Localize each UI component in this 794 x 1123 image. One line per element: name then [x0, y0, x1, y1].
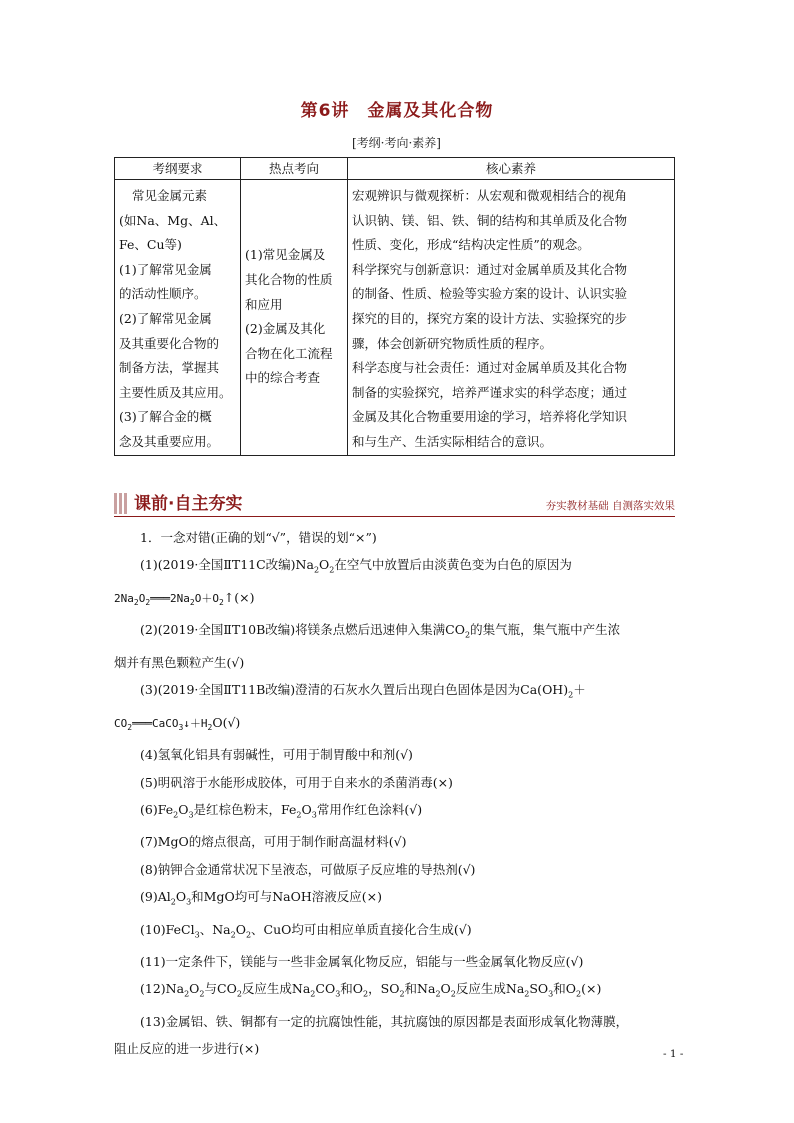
- text-run: ↑(×): [223, 589, 255, 605]
- subscript: 2: [145, 598, 151, 608]
- text-run: 和O: [553, 981, 577, 997]
- core-literacy-cell: [348, 180, 675, 456]
- text-run: O: [301, 801, 312, 817]
- text-run: O(√): [212, 714, 241, 730]
- text-run: 的集气瓶，集气瓶中产生浓: [470, 622, 621, 638]
- header-hot-topics: 热点考向: [241, 158, 348, 180]
- requirement-line: 制备方法，掌握其: [119, 360, 220, 376]
- exercise-item-8: (8)钠钾合金通常状况下呈液态，可做原子反应堆的导热剂(√): [140, 861, 476, 877]
- text-run: 反应生成Na: [241, 981, 311, 997]
- literacy-line: 和与生产、生活实际相结合的意识。: [352, 433, 553, 449]
- text-run: 和MgO均可与NaOH溶液反应(×): [191, 888, 382, 904]
- subscript: 2: [450, 989, 456, 999]
- header-syllabus-requirements: 考纲要求: [115, 158, 241, 180]
- requirement-line: 常见金属元素: [132, 188, 208, 203]
- subscript: 2: [313, 565, 320, 575]
- subscript: 2: [199, 989, 205, 999]
- exercise-intro: 1．一念对错(正确的划“√”，错误的划“×”): [140, 530, 377, 545]
- subscript: 2: [568, 690, 574, 700]
- literacy-line: 宏观辨识与微观探析：从宏观和微观相结合的视角: [352, 188, 628, 203]
- equation: [114, 716, 213, 733]
- literacy-line: 认识钠、镁、铝、铁、铜的结构和其单质及化合物: [352, 212, 628, 228]
- text-run: (6)Fe: [140, 801, 174, 817]
- requirement-line: 主要性质及其应用。: [119, 384, 232, 400]
- subscript: 2: [310, 989, 316, 999]
- text-run: 常用作红色涂料(√): [316, 801, 423, 817]
- literacy-line: 骤，体会创新研究物质性质的程序。: [352, 335, 553, 351]
- literacy-line: 性质、变化，形成“结构决定性质”的观念。: [352, 237, 590, 253]
- subscript: 2: [236, 989, 242, 999]
- topic-line: 和应用: [245, 296, 283, 312]
- hot-topics-cell: [241, 180, 348, 456]
- lesson-subtitle: [考纲·考向·素养]: [352, 136, 441, 150]
- exercise-item-13: (13)金属铝、铁、铜都有一定的抗腐蚀性能，其抗腐蚀的原因都是表面形成氧化物薄膜，: [140, 1014, 629, 1030]
- text-run: 2Na: [114, 591, 134, 605]
- subscript: 2: [363, 989, 369, 999]
- text-run: O: [189, 981, 200, 997]
- exercise-item-10: [114, 916, 680, 949]
- literacy-line: 探究的目的，探究方案的设计方法、实验探究的步: [352, 310, 628, 326]
- syllabus-requirements-cell: [115, 180, 241, 456]
- exercise-item-11: (11)一定条件下，镁能与一些非金属氧化物反应，铝能与一些金属氧化物反应(√): [140, 954, 584, 970]
- lesson-title: [0, 96, 794, 121]
- subscript: 3: [188, 810, 194, 820]
- text-run: 在空气中放置后由淡黄色变为白色的原因为: [334, 557, 572, 573]
- literacy-line: 科学探究与创新意识：通过对金属单质及其化合物: [352, 261, 628, 277]
- subscript: 3: [335, 989, 341, 999]
- text-run: (12)Na: [140, 981, 185, 997]
- subscript: 3: [311, 810, 317, 820]
- subscript: 2: [399, 989, 405, 999]
- exercise-item-6: [114, 796, 680, 829]
- text-run: ↓＋H: [183, 716, 208, 730]
- syllabus-body-row: [115, 180, 675, 456]
- exercise-item-4: (4)氢氧化铝具有弱碱性，可用于制胃酸中和剂(√): [140, 747, 413, 763]
- subscript: 2: [464, 630, 471, 640]
- text-run: O＋O: [194, 591, 219, 605]
- exercise-item-1-cont: [114, 584, 680, 616]
- literacy-line: 制备的实验探究，培养严谨求实的科学态度；通过: [352, 384, 628, 400]
- exercise-item-2-cont: 烟并有黑色颗粒产生(√): [114, 655, 245, 670]
- exercise-item-3: [114, 676, 680, 709]
- text-run: (1)(2019·全国ⅡT11C改编)Na: [140, 557, 314, 573]
- exercise-item-5: (5)明矾溶于水能形成胶体，可用于自来水的杀菌消毒(×): [140, 774, 453, 790]
- subscript: 2: [173, 810, 179, 820]
- text-run: O: [440, 981, 451, 997]
- banner-stripe: [119, 493, 122, 514]
- requirement-line: (1)了解常见金属: [119, 261, 212, 277]
- subscript: 2: [435, 989, 441, 999]
- topic-line: (2)金属及其化: [245, 321, 326, 337]
- exercise-item-9: [114, 883, 680, 916]
- exercise-item-7: (7)MgO的熔点很高，可用于制作耐高温材料(√): [140, 834, 407, 850]
- subscript: 2: [329, 565, 335, 575]
- exercise-body: [114, 524, 680, 1063]
- subscript: 2: [524, 989, 530, 999]
- syllabus-header-row: [115, 158, 675, 180]
- topic-line: 合物在化工流程: [245, 345, 333, 361]
- subscript: 2: [245, 930, 252, 940]
- header-core-literacy: 核心素养: [348, 158, 675, 180]
- exercise-item-1: (1)(2019·全国ⅡT11C改编)$Na_2O_2$在空气中放置后由淡黄色变为白色的原因为: [140, 557, 572, 575]
- text-run: O: [138, 591, 146, 605]
- literacy-line: 的制备、性质、检验等实验方案的设计、认识实验: [352, 286, 628, 302]
- subscript: 2: [170, 897, 176, 907]
- subscript: 3: [194, 930, 200, 940]
- text-run: ，SO: [368, 981, 400, 997]
- text-run: 、CuO均可由相应单质直接化合生成(√): [251, 921, 472, 937]
- syllabus-table: [114, 157, 675, 456]
- subscript: 2: [296, 810, 302, 820]
- text-run: (×): [581, 981, 602, 997]
- text-run: (10)FeCl: [140, 921, 195, 937]
- section-title: 课前·自主夯实: [134, 494, 243, 514]
- text-run: O: [175, 888, 187, 904]
- exercise-item-3-cont: [114, 709, 680, 741]
- text-run: 、Na: [199, 921, 231, 937]
- banner-stripe: [124, 493, 127, 514]
- topic-line: 其化合物的性质: [245, 272, 333, 288]
- text-run: ＋: [573, 682, 586, 698]
- text-run: O: [178, 801, 189, 817]
- topic-line: (1)常见金属及: [245, 247, 326, 263]
- subscript: 3: [186, 897, 192, 907]
- text-run: CO: [315, 981, 336, 997]
- subscript: 2: [230, 930, 236, 940]
- exercise-item-12: [114, 975, 680, 1008]
- subscript: 2: [576, 989, 582, 999]
- requirement-line: Fe、Cu等): [119, 237, 182, 253]
- requirement-line: 念及其重要应用。: [119, 433, 220, 449]
- literacy-line: 科学态度与社会责任：通过对金属单质及其化合物: [352, 360, 628, 376]
- text-run: ═══2Na: [150, 591, 190, 605]
- text-run: 和Na: [404, 981, 436, 997]
- text-run: 是红棕色粉末，Fe: [193, 801, 297, 817]
- subscript: 2: [127, 723, 133, 733]
- lesson-topic: 金属及其化合物: [367, 101, 494, 121]
- text-run: (9)Al: [140, 888, 171, 904]
- subscript: 2: [218, 598, 224, 608]
- requirement-line: 的活动性顺序。: [119, 286, 207, 302]
- page-number: - 1 -: [663, 1048, 684, 1060]
- text-run: (3)(2019·全国ⅡT11B改编)澄清的石灰水久置后出现白色固体是因为Ca(OH): [140, 682, 569, 698]
- equation: [114, 591, 224, 608]
- text-run: 与CO: [204, 981, 237, 997]
- section-banner: [114, 492, 675, 517]
- text-run: O: [235, 921, 246, 937]
- lesson-number: 第6讲: [300, 101, 350, 121]
- requirement-line: 及其重要化合物的: [119, 335, 220, 351]
- exercise-item-2: [114, 616, 680, 649]
- text-run: (2)(2019·全国ⅡT10B改编)将镁条点燃后迅速伸入集满CO: [140, 622, 465, 638]
- text-run: SO: [529, 981, 549, 997]
- banner-stripe: [114, 493, 117, 514]
- topic-line: 中的综合考查: [245, 370, 321, 386]
- text-run: 和O: [340, 981, 364, 997]
- text-run: ═══CaCO: [132, 716, 179, 730]
- text-run: 反应生成Na: [455, 981, 525, 997]
- requirement-line: (3)了解合金的概: [119, 409, 212, 425]
- subscript: 3: [178, 723, 184, 733]
- subscript: 2: [184, 989, 190, 999]
- subscript: 2: [133, 598, 139, 608]
- requirement-line: (2)了解常见金属: [119, 310, 212, 326]
- literacy-line: 金属及其化合物重要用途的学习，培养将化学知识: [352, 409, 628, 425]
- requirement-line: (如Na、Mg、Al、: [119, 212, 227, 228]
- section-tagline: 夯实教材基础 自测落实效果: [545, 500, 675, 512]
- exercise-item-13-cont: 阻止反应的进一步进行(×): [114, 1041, 260, 1057]
- subscript: 2: [189, 598, 195, 608]
- text-run: CO: [114, 716, 128, 730]
- subscript: 2: [207, 723, 213, 733]
- subscript: 3: [548, 989, 554, 999]
